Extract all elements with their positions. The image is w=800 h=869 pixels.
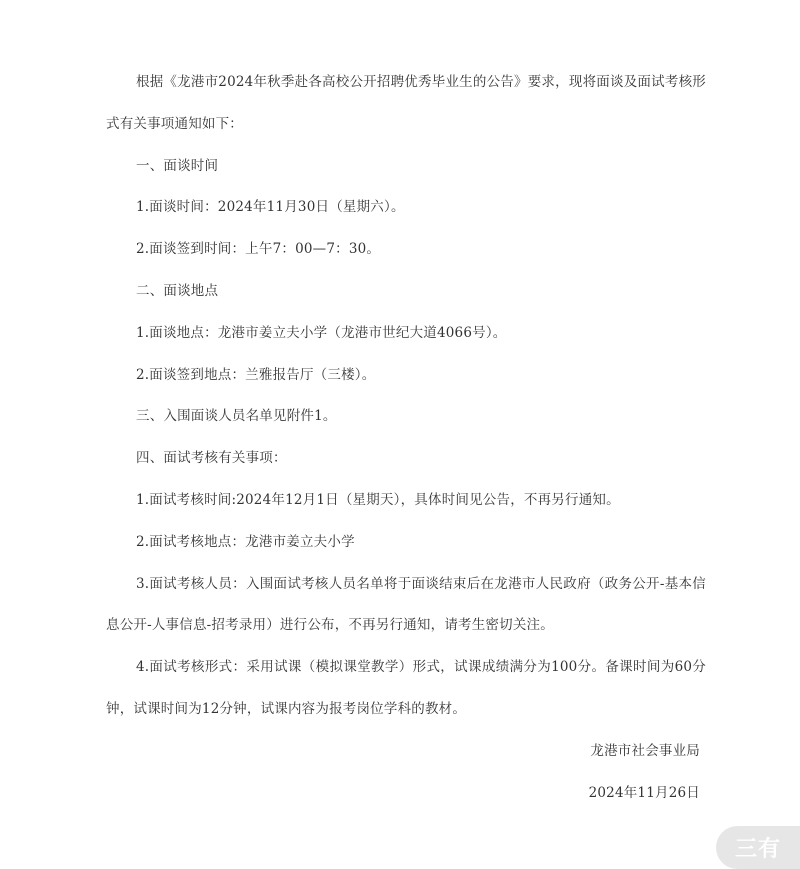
assessment-time-item: 1.面试考核时间:2024年12月1日（星期天），具体时间见公告，不再另行通知。 xyxy=(136,491,620,508)
assessment-candidates-item: 3.面试考核人员：入围面试考核人员名单将于面谈结束后在龙港市人民政府（政务公开-基本信息公开-人事信息-招考录用）进行公布，不再另行通知，请考生密切关注。 xyxy=(106,575,706,634)
assessment-location-item: 2.面试考核地点：龙港市姜立夫小学 xyxy=(136,533,355,550)
issue-date: 2024年11月26日 xyxy=(588,784,700,801)
section-heading-candidate-list: 三、入围面谈人员名单见附件1。 xyxy=(136,408,337,425)
section-heading-interview-location: 二、面谈地点 xyxy=(136,282,219,299)
intro-paragraph: 根据《龙港市2024年秋季赴各高校公开招聘优秀毕业生的公告》要求，现将面谈及面试考核形式有关事项通知如下： xyxy=(106,74,706,132)
section-heading-interview-time: 一、面谈时间 xyxy=(136,157,219,174)
section-heading-assessment: 四、面试考核有关事项： xyxy=(136,450,287,467)
interview-date-item: 1.面谈时间：2024年11月30日（星期六）。 xyxy=(136,199,405,216)
interview-location-item: 1.面谈地点：龙港市姜立夫小学（龙港市世纪大道4066号）。 xyxy=(136,324,507,341)
issuer-signature: 龙港市社会事业局 xyxy=(590,742,700,759)
interview-checkin-time-item: 2.面谈签到时间：上午7：00—7：30。 xyxy=(136,241,381,258)
watermark-badge: 三有 xyxy=(716,826,800,869)
notice-document xyxy=(106,62,706,814)
assessment-format-item: 4.面试考核形式：采用试课（模拟课堂教学）形式，试课成绩满分为100分。备课时间为60分钟，试课时间为12分钟，试课内容为报考岗位学科的教材。 xyxy=(106,659,706,717)
interview-checkin-location-item: 2.面谈签到地点：兰雅报告厅（三楼）。 xyxy=(136,366,376,383)
